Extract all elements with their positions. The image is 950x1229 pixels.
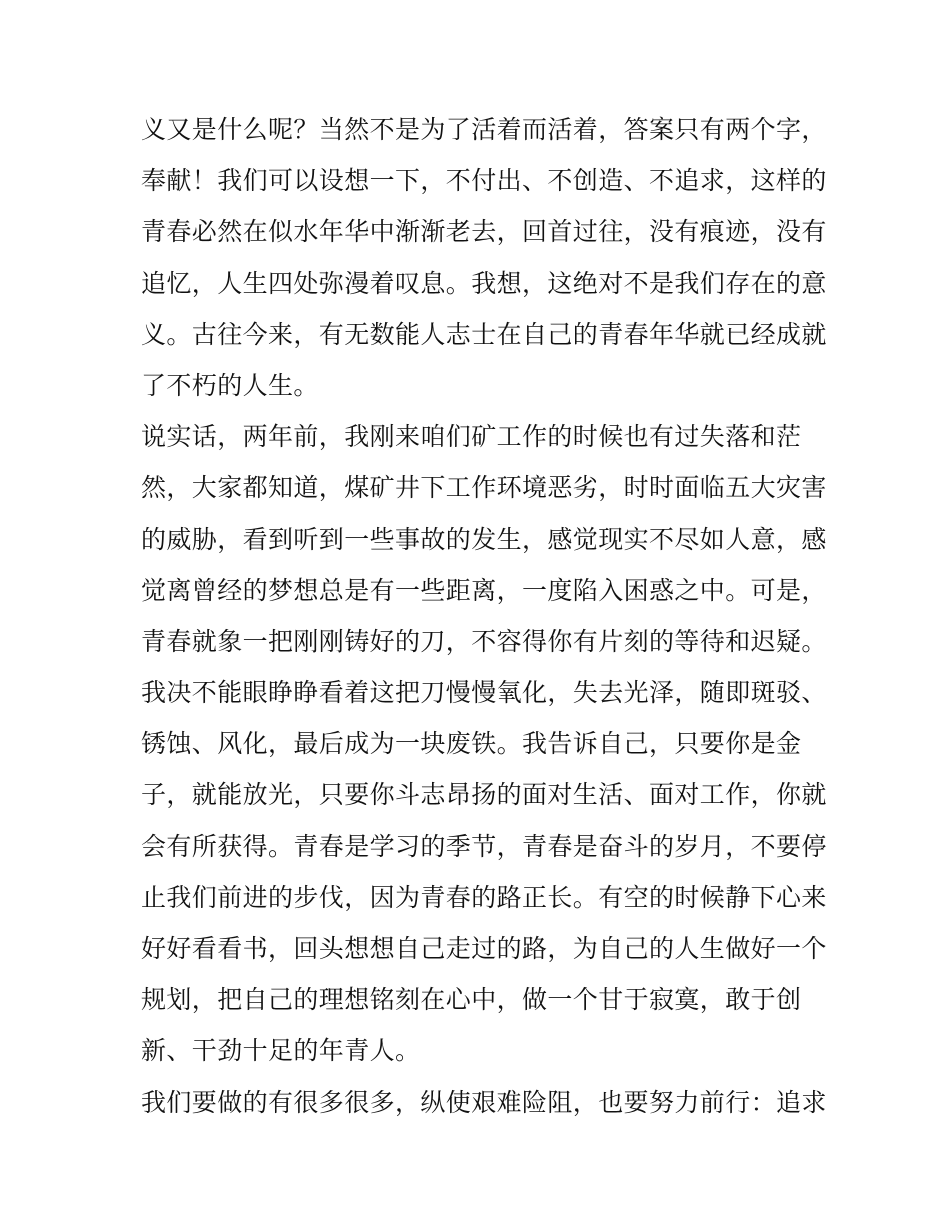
text-line: 青春就象一把刚刚铸好的刀，不容得你有片刻的等待和迟疑。: [141, 626, 827, 656]
text-line: 会有所获得。青春是学习的季节，青春是奋斗的岁月，不要停: [141, 831, 827, 861]
text-line: 规划，把自己的理想铭刻在心中，做一个甘于寂寞，敢于创: [141, 985, 802, 1015]
text-line: 子，就能放光，只要你斗志昂扬的面对生活、面对工作，你就: [141, 780, 827, 810]
text-line: 青春必然在似水年华中渐渐老去，回首过往，没有痕迹，没有: [141, 217, 827, 247]
text-line: 我决不能眼睁睁看着这把刀慢慢氧化，失去光泽，随即斑驳、: [141, 678, 827, 708]
text-line: 追忆，人生四处弥漫着叹息。我想，这绝对不是我们存在的意: [141, 268, 827, 298]
text-line: 止我们前进的步伐，因为青春的路正长。有空的时候静下心来: [141, 882, 827, 912]
text-line: 奉献！我们可以设想一下，不付出、不创造、不追求，这样的: [141, 166, 827, 196]
text-line: 义。古往今来，有无数能人志士在自己的青春年华就已经成就: [141, 319, 827, 349]
text-line: 的威胁，看到听到一些事故的发生，感觉现实不尽如人意，感: [141, 524, 827, 554]
text-line: 好好看看书，回头想想自己走过的路，为自己的人生做好一个: [141, 934, 827, 963]
text-line: 义又是什么呢？当然不是为了活着而活着，答案只有两个字，: [141, 115, 827, 144]
text-line: 然，大家都知道，煤矿井下工作环境恶劣，时时面临五大灾害: [141, 473, 827, 503]
text-line: 说实话，两年前，我刚来咱们矿工作的时候也有过失落和茫: [141, 422, 802, 452]
body-text: [141, 104, 827, 1128]
text-line: 新、干劲十足的年青人。: [141, 1036, 421, 1066]
text-line: 锈蚀、风化，最后成为一块废铁。我告诉自己，只要你是金: [141, 729, 802, 759]
text-line: 我们要做的有很多很多，纵使艰难险阻，也要努力前行：追求: [141, 1087, 827, 1117]
text-line: 了不朽的人生。: [141, 370, 319, 400]
text-line: 觉离曾经的梦想总是有一些距离，一度陷入困惑之中。可是，: [141, 575, 827, 605]
